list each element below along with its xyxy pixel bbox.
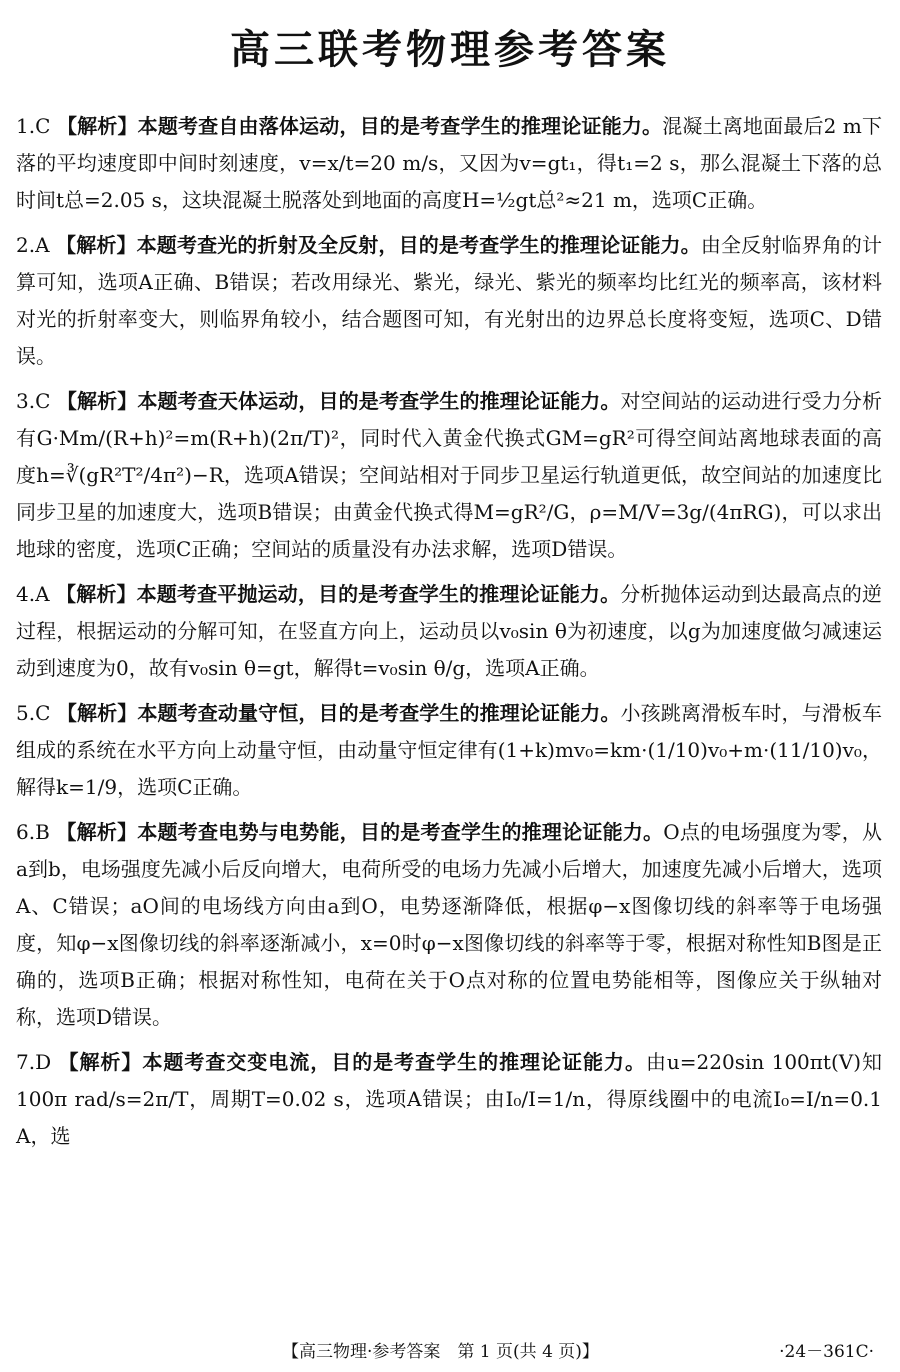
answer-number: 4.A — [16, 582, 50, 606]
answer-lead: 【解析】本题考查交变电流，目的是考查学生的推理论证能力。 — [58, 1050, 646, 1074]
answer-item-6 — [16, 814, 882, 1036]
answer-body: 混凝土离地面最后2 m下落的平均速度即中间时刻速度，v=x/t=20 m/s，又因为v=gt₁，得t₁=2 s，那么混凝土下落的总时间t总=2.05 s，这块混凝土脱落处到地面的高度H=½gt总²≈21 m，选项C正确。 — [16, 114, 883, 212]
answer-body: 对空间站的运动进行受力分析有G·Mm/(R+h)²=m(R+h)(2π/T)²，同时代入黄金代换式GM=gR²可得空间站离地球表面的高度h=∛(gR²T²/4π²)−R，选项A错误；空间站相对于同步卫星运行轨道更低，故空间站的加速度比同步卫星的加速度大，选项B错误；由黄金代换式得M=gR²/G，ρ=M/V=3g/(4πRG)，可以求出地球的密度，选项C正确；空间站的质量没有办法求解，选项D错误。 — [16, 389, 883, 561]
answer-number: 1.C — [16, 114, 51, 138]
answer-body: 由全反射临界角的计算可知，选项A正确、B错误；若改用绿光、紫光，绿光、紫光的频率均比红光的频率高，该材料对光的折射率变大，则临界角较小，结合题图可知，有光射出的边界总长度将变短，选项C、D错误。 — [16, 233, 883, 368]
answer-item-3 — [16, 383, 882, 568]
footer-code: ·24－361C· — [779, 1342, 874, 1362]
answer-number: 5.C — [16, 701, 51, 725]
answer-number: 3.C — [16, 389, 51, 413]
answer-lead: 【解析】本题考查平抛运动，目的是考查学生的推理论证能力。 — [56, 582, 621, 606]
page-title: 高三联考物理参考答案 — [230, 27, 670, 73]
answer-body: 由u=220sin 100πt(V)知100π rad/s=2π/T，周期T=0.02 s，选项A错误；由I₀/I=1/n，得原线圈中的电流I₀=I/n=0.1 A，选 — [16, 1050, 882, 1148]
answer-body: 分析抛体运动到达最高点的逆过程，根据运动的分解可知，在竖直方向上，运动员以v₀sin θ为初速度，以g为加速度做匀减速运动到速度为0，故有v₀sin θ=gt，解得t=v₀sin θ/g，选项A正确。 — [16, 582, 883, 680]
footer-page-info: 【高三物理·参考答案 第 1 页(共 4 页)】 — [282, 1342, 599, 1362]
answer-number: 7.D — [16, 1050, 52, 1074]
answer-body: O点的电场强度为零，从a到b，电场强度先减小后反向增大，电荷所受的电场力先减小后增大，加速度先减小后增大，选项A、C错误；aO间的电场线方向由a到O，电势逐渐降低，根据φ−x图像切线的斜率等于电场强度，知φ−x图像切线的斜率逐渐减小，x=0时φ−x图像切线的斜率等于零，根据对称性知B图是正确的，选项B正确；根据对称性知，电荷在关于O点对称的位置电势能相等，图像应关于纵轴对称，选项D错误。 — [16, 820, 882, 1029]
answer-item-2 — [16, 227, 882, 375]
answer-item-1 — [16, 108, 882, 219]
answer-lead: 【解析】本题考查电势与电势能，目的是考查学生的推理论证能力。 — [56, 820, 664, 844]
answer-lead: 【解析】本题考查动量守恒，目的是考查学生的推理论证能力。 — [56, 701, 621, 725]
answer-lead: 【解析】本题考查光的折射及全反射，目的是考查学生的推理论证能力。 — [56, 233, 701, 257]
answer-item-4 — [16, 576, 882, 687]
answer-number: 2.A — [16, 233, 50, 257]
answer-list — [16, 108, 882, 1163]
answer-item-7 — [16, 1044, 882, 1155]
answer-body: 小孩跳离滑板车时，与滑板车组成的系统在水平方向上动量守恒，由动量守恒定律有(1+k)mv₀=km·(1/10)v₀+m·(11/10)v₀，解得k=1/9，选项C正确。 — [16, 701, 883, 799]
answer-item-5 — [16, 695, 882, 806]
answer-number: 6.B — [16, 820, 50, 844]
answer-lead: 【解析】本题考查自由落体运动，目的是考查学生的推理论证能力。 — [56, 114, 663, 138]
answer-lead: 【解析】本题考查天体运动，目的是考查学生的推理论证能力。 — [56, 389, 621, 413]
